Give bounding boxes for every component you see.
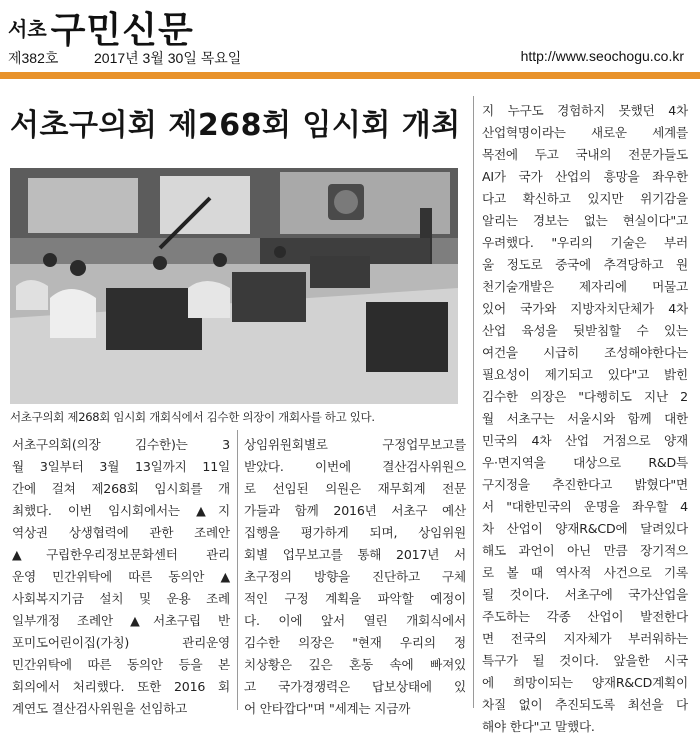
text-line: 울 정도로 중국에 추격당하고 원: [482, 257, 688, 272]
text-line: 있어 국가와 지방자치단체가 4차: [482, 301, 688, 316]
text-line: 최했다. 이번 임시회에서는 ▲지: [12, 503, 230, 518]
text-line: 구지정을 추진한다고 밝혔다"면: [482, 477, 688, 492]
text-line: 상임위원회별로 구정업무보고를: [244, 437, 466, 452]
text-line: 우·면지역을 대상으로 R&D특: [482, 455, 688, 470]
website-url: http://www.seochogu.co.kr: [520, 48, 684, 64]
text-line: 역상권 상생협력에 관한 조례안: [12, 525, 230, 540]
text-line: 간에 걸쳐 제268회 임시회를 개: [12, 481, 230, 496]
masthead: [0, 0, 700, 78]
text-line: 산업 육성을 뒷받침할 수 있는: [482, 323, 688, 338]
dateline: [8, 48, 684, 68]
text-line: 월 3일부터 3월 13일까지 11일: [12, 459, 230, 474]
column-divider: [237, 430, 238, 710]
text-line: 우려했다. "우리의 기술은 부러: [482, 235, 688, 250]
newspaper-logo: [8, 2, 194, 53]
logo-prefix: 서초: [8, 17, 47, 41]
text-line: 특구가 될 것이다. 앞을한 시국: [482, 653, 688, 668]
text-line: 가들과 함께 2016년 서초구 예산: [244, 503, 466, 518]
masthead-divider: [0, 72, 700, 79]
text-line: 로 선임된 의원은 재무회계 전문: [244, 481, 466, 496]
text-line: 차질 없이 추진되도록 최선을 다: [482, 697, 688, 712]
text-line: 김수한 의장은 "현재 우리의 정: [244, 635, 466, 650]
issue-number: 제382호: [8, 50, 59, 66]
text-line: 다. 이에 앞서 열린 개회식에서: [244, 613, 466, 628]
text-line: 될 것이다. 서초구에 국가산업을: [482, 587, 688, 602]
text-line: 회별 업무보고를 통해 2017년 서: [244, 547, 466, 562]
text-line: 운영 민간위탁에 따른 동의안 ▲: [12, 569, 230, 584]
text-line: 민국의 4차 산업 거점으로 양재: [482, 433, 688, 448]
text-line: 월 서초구는 서울시와 함께 대한: [482, 411, 688, 426]
text-line: ▲구립한우리정보문화센터 관리: [12, 547, 230, 562]
text-line: 사회복지기금 설치 및 운용 조례: [12, 591, 230, 606]
text-line: 에 희망이되는 양재R&CD계획이: [482, 675, 688, 690]
logo-title: 구민신문: [50, 10, 194, 51]
article-photo: [10, 168, 458, 404]
text-line: 서 "대한민국의 운명을 좌우할 4: [482, 499, 688, 514]
text-line: 민간위탁에 따른 동의안 등을 본: [12, 657, 230, 672]
text-line: 필요성이 제기되고 있다"고 밝힌: [482, 367, 688, 382]
text-line: 알리는 경보는 없는 현실이다"고: [482, 213, 688, 228]
text-line: 회의에서 처리했다. 또한 2016 회: [12, 679, 230, 694]
text-line: 천기술개발은 제자리에 머물고: [482, 279, 688, 294]
text-line: 목전에 두고 국내의 전문가들도: [482, 147, 688, 162]
text-line: 김수한 의장은 "다행히도 지난 2: [482, 389, 688, 404]
text-line: 치상황은 깊은 혼동 속에 빠져있: [244, 657, 466, 672]
text-line: 산업혁명이라는 새로운 세계를: [482, 125, 688, 140]
text-line: 어 안타깝다"며 "세계는 지금까: [244, 701, 411, 716]
text-line: AI가 국가 산업의 흥망을 좌우한: [482, 169, 688, 184]
text-line: 집행을 평가하게 되며, 상임위원: [244, 525, 466, 540]
column-divider: [473, 96, 474, 708]
text-line: 해야 한다"고 말했다.: [482, 719, 595, 734]
text-line: 적인 구정 계획을 파악할 예정이: [244, 591, 466, 606]
text-line: 포미도어린이집(가칭) 관리운영: [12, 635, 230, 650]
text-line: 다고 확신하고 있지만 위기감을: [482, 191, 688, 206]
text-line: 서초구의회(의장 김수한)는 3: [12, 437, 230, 452]
text-line: 차 산업이 양재R&CD에 달려있다: [482, 521, 688, 536]
article-column-1: [12, 434, 230, 714]
text-line: 계연도 결산검사위원을 선임하고: [12, 701, 188, 716]
council-chamber-photo: [10, 168, 458, 404]
text-line: 받았다. 이번에 결산검사위원으: [244, 459, 466, 474]
text-line: 초구정의 방향을 진단하고 구체: [244, 569, 466, 584]
text-line: 고 국가경쟁력은 답보상태에 있: [244, 679, 466, 694]
text-line: 지 누구도 경험하지 못했던 4차: [482, 103, 688, 118]
photo-caption: 서초구의회 제268회 임시회 개회식에서 김수한 의장이 개회사를 하고 있다.: [10, 410, 375, 424]
article-column-3: [482, 100, 688, 734]
text-line: 일부개정 조례안 ▲서초구립 반: [12, 613, 230, 628]
text-line: 로 볼 때 역사적 사건으로 기록: [482, 565, 688, 580]
text-line: 여건을 시급히 조성해야한다는: [482, 345, 688, 360]
text-line: 주도하는 각종 산업이 발전한다: [482, 609, 688, 624]
text-line: 해도 과언이 아닌 만큼 장기적으: [482, 543, 688, 558]
article-column-2: [244, 434, 466, 714]
text-line: 면 전국의 지자체가 부러워하는: [482, 631, 688, 646]
publication-date: 2017년 3월 30일 목요일: [94, 50, 242, 66]
article-headline: 서초구의회 제268회 임시회 개최: [10, 108, 461, 143]
